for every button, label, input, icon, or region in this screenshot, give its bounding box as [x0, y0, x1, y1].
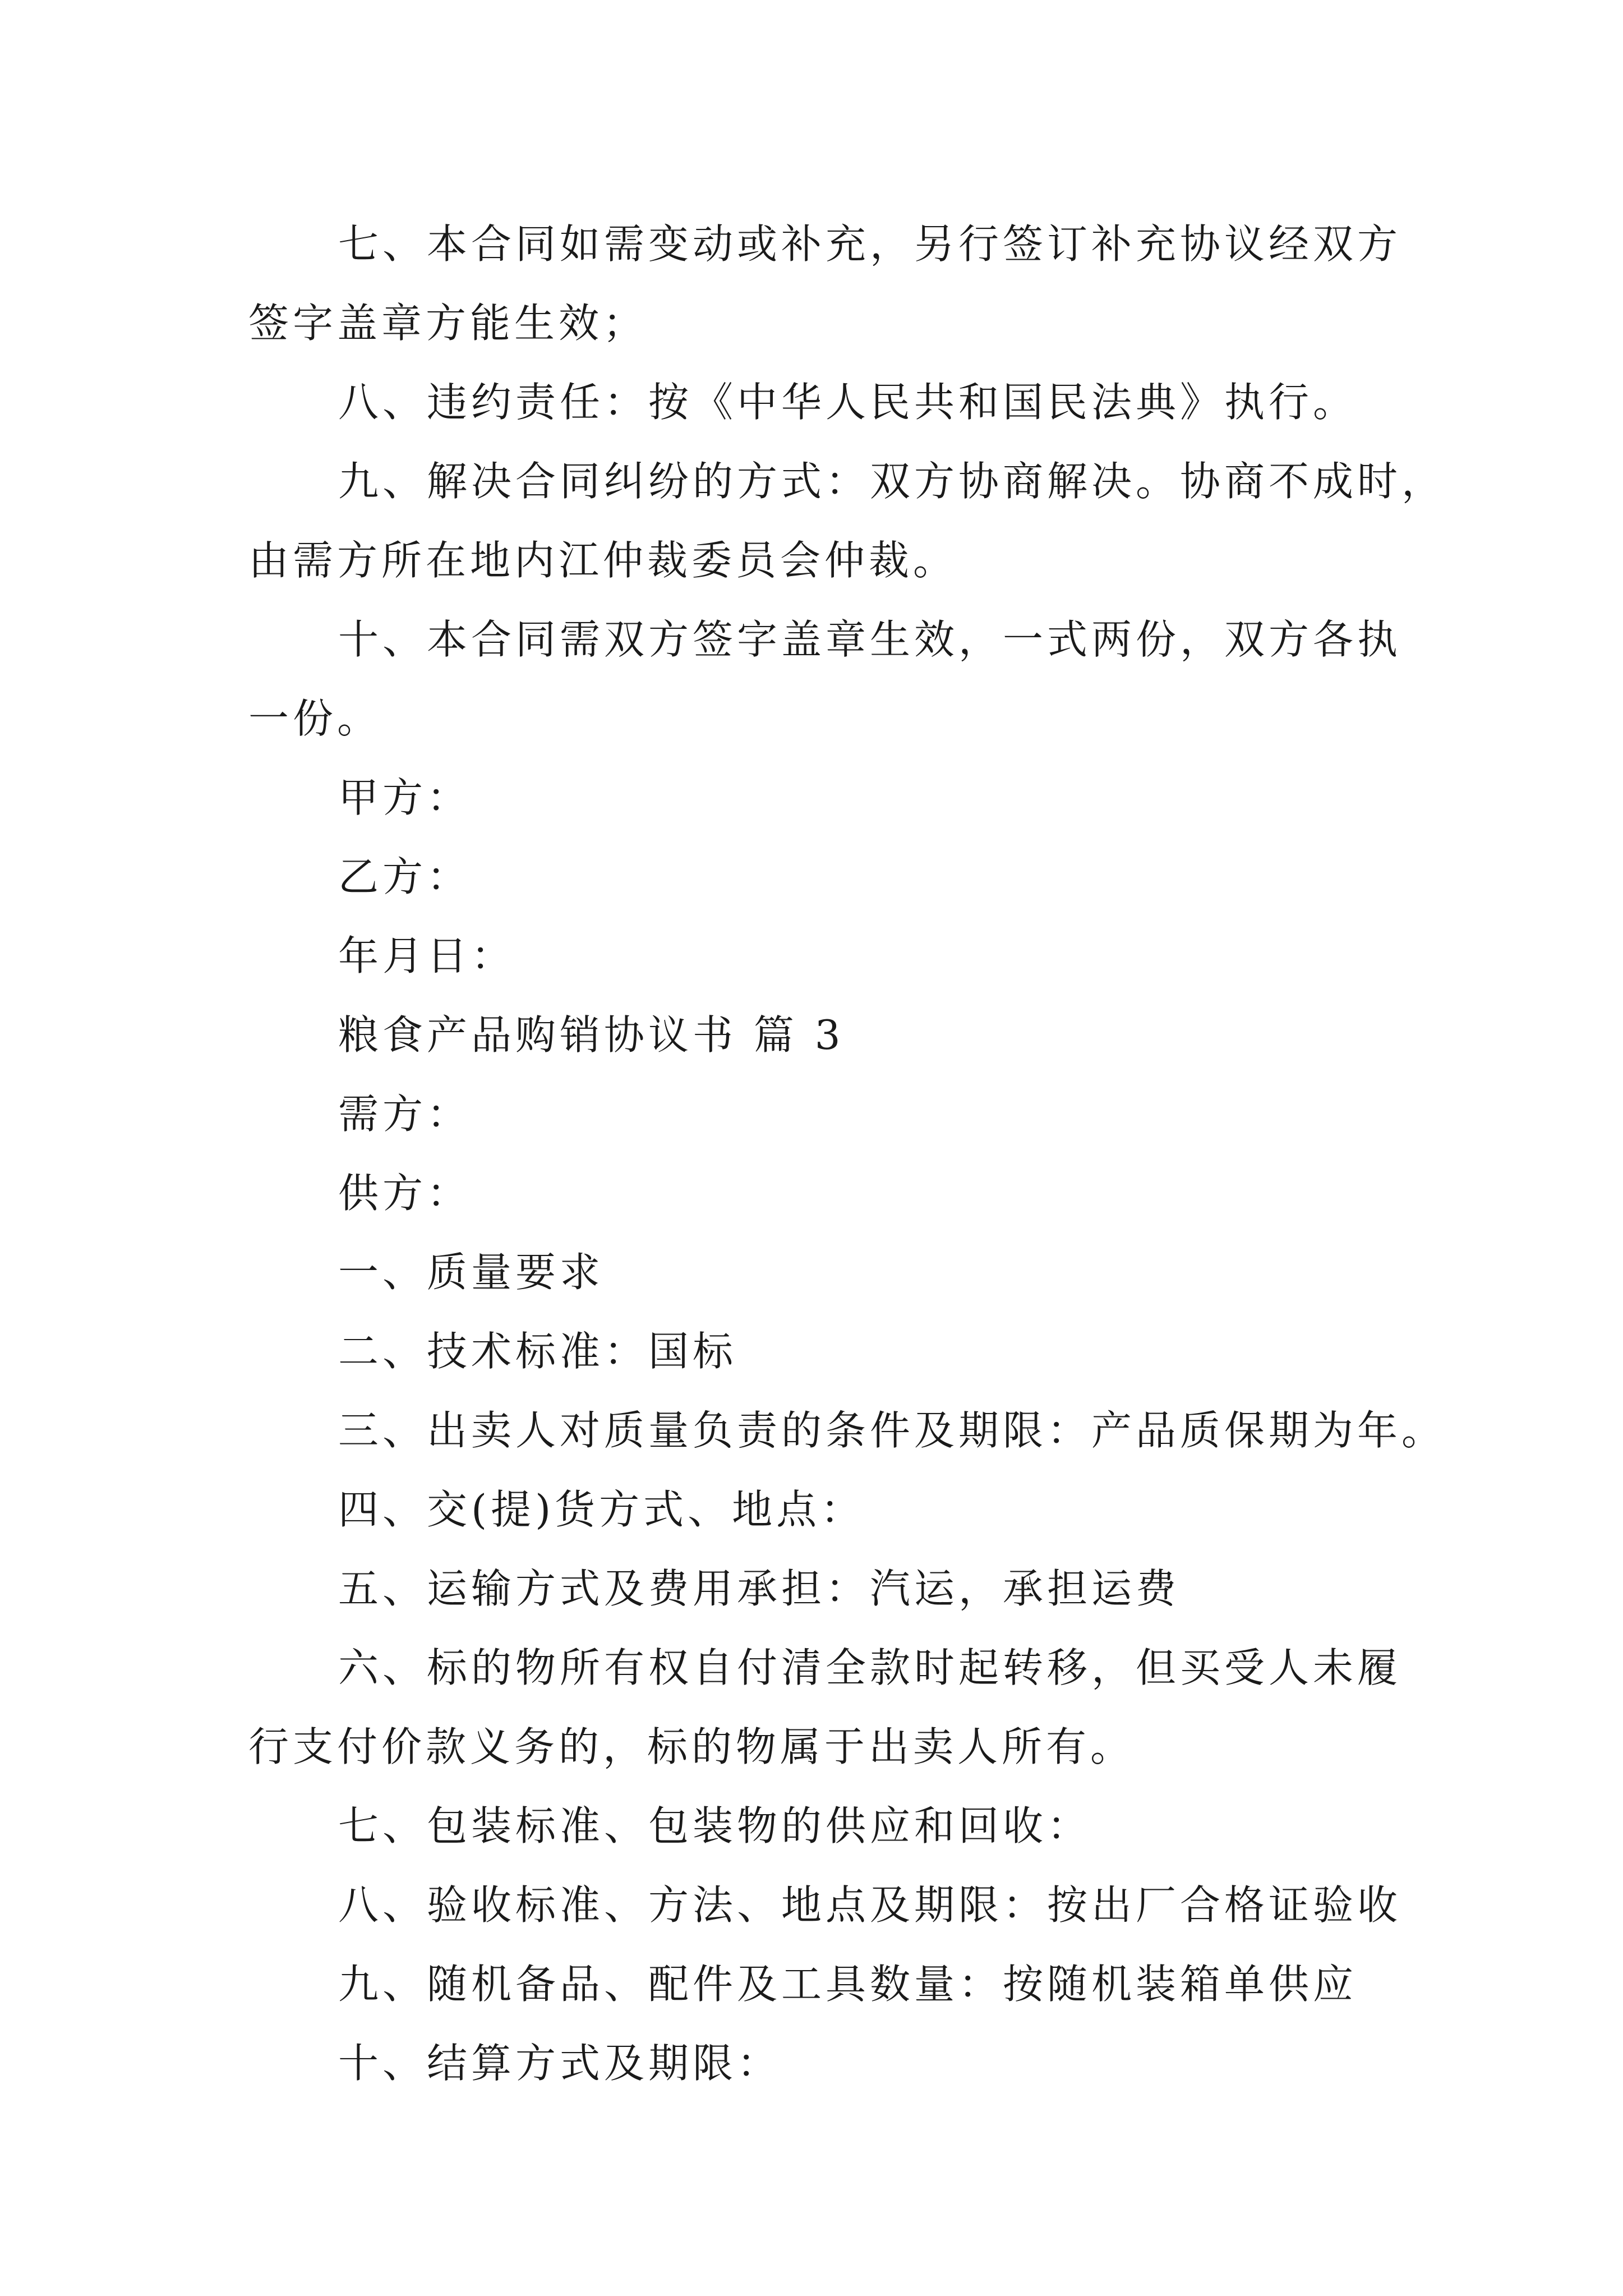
text-line: 四、交(提)货方式、地点：: [338, 1486, 865, 1533]
text-line: 一、质量要求: [338, 1249, 605, 1296]
document-body: [248, 205, 1446, 2103]
text-line: 一份。: [248, 695, 382, 742]
text-line: 七、本合同如需变动或补充，另行签订补充协议经双方: [338, 220, 1402, 268]
party-b-label: 乙方：: [338, 853, 472, 900]
text-line: 九、解决合同纠纷的方式：双方协商解决。协商不成时，: [338, 458, 1446, 505]
text-line: 八、违约责任：按《中华人民共和国民法典》执行。: [338, 379, 1358, 426]
seller-label: 供方：: [338, 1170, 472, 1217]
date-label: 年月日：: [338, 932, 516, 979]
buyer-label: 需方：: [338, 1091, 472, 1138]
text-line: 三、出卖人对质量负责的条件及期限：产品质保期为年。: [338, 1407, 1446, 1454]
text-line: 由需方所在地内江仲裁委员会仲裁。: [248, 537, 958, 584]
text-line: 九、随机备品、配件及工具数量：按随机装箱单供应: [338, 1961, 1358, 2008]
text-line: 签字盖章方能生效；: [248, 300, 648, 347]
text-line: 五、运输方式及费用承担：汽运，承担运费: [338, 1565, 1181, 1612]
text-line: 七、包装标准、包装物的供应和回收：: [338, 1802, 1092, 1849]
text-line: 二、技术标准：国标: [338, 1328, 737, 1375]
text-line: 八、验收标准、方法、地点及期限：按出厂合格证验收: [338, 1881, 1402, 1929]
section-title: 粮食产品购销协议书 篇 3: [338, 1011, 845, 1059]
text-line: 十、本合同需双方签字盖章生效，一式两份，双方各执: [338, 616, 1402, 663]
text-line: 六、标的物所有权自付清全款时起转移，但买受人未履: [338, 1644, 1402, 1691]
text-line: 行支付价款义务的，标的物属于出卖人所有。: [248, 1723, 1135, 1770]
party-a-label: 甲方：: [338, 774, 472, 821]
text-line: 十、结算方式及期限：: [338, 2040, 782, 2087]
